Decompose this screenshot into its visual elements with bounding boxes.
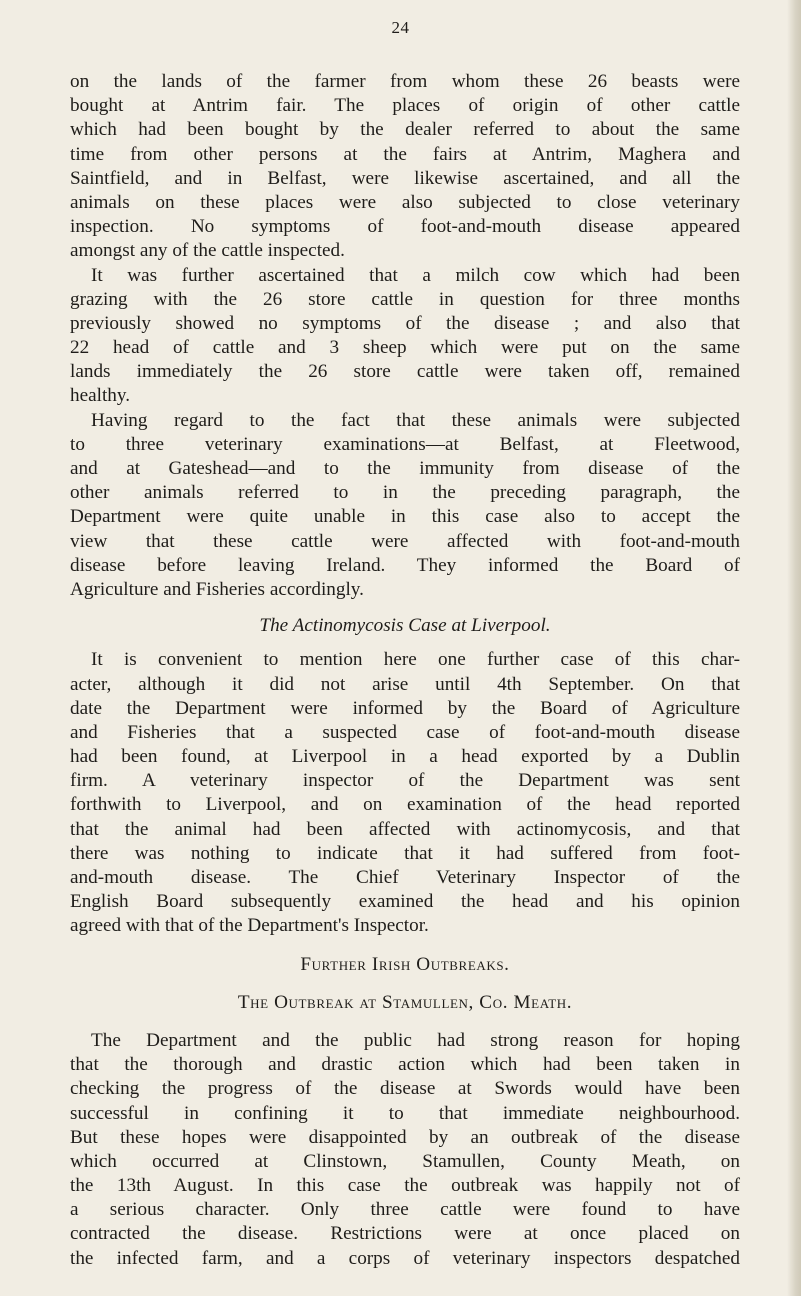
text-line: agreed with that of the Department's Inspector. bbox=[70, 915, 429, 937]
text-line: contracted the disease. Restrictions were at once placed on bbox=[70, 1223, 740, 1245]
text-line: and Fisheries that a suspected case of foot-and-mouth disease bbox=[70, 721, 740, 743]
section-heading-further-outbreaks: Further Irish Outbreaks. bbox=[300, 953, 510, 975]
text-line: acter, although it did not arise until 4th September. On that bbox=[70, 673, 740, 695]
text-line: which had been bought by the dealer referred to about the same bbox=[70, 119, 740, 141]
text-line: view that these cattle were affected with foot-and-mouth bbox=[70, 530, 740, 552]
text-line: and-mouth disease. The Chief Veterinary Inspector of the bbox=[70, 867, 740, 888]
paragraph-5 bbox=[70, 1029, 740, 1271]
text-line: inspection. No symptoms of foot-and-mouth disease appeared bbox=[70, 216, 740, 238]
text-line: and at Gateshead—and to the immunity from disease of the bbox=[70, 458, 740, 479]
text-line: disease before leaving Ireland. They informed the Board of bbox=[70, 554, 740, 576]
text-line: there was nothing to indicate that it had suffered from foot- bbox=[70, 842, 740, 864]
body-text bbox=[70, 70, 740, 1271]
paragraph-1 bbox=[70, 70, 740, 264]
text-line: time from other persons at the fairs at Antrim, Maghera and bbox=[70, 143, 740, 165]
text-line: bought at Antrim fair. The places of origin of other cattle bbox=[70, 95, 740, 117]
page-number: 24 bbox=[391, 18, 410, 37]
text-line: had been found, at Liverpool in a head exported by a Dublin bbox=[70, 746, 740, 768]
text-line: It is convenient to mention here one further case of this char- bbox=[91, 649, 740, 671]
text-line: that the animal had been affected with actinomycosis, and that bbox=[70, 818, 740, 840]
text-line: healthy. bbox=[70, 385, 131, 407]
text-line: firm. A veterinary inspector of the Department was sent bbox=[70, 770, 740, 792]
text-line: the 13th August. In this case the outbreak was happily not of bbox=[70, 1175, 740, 1197]
text-line: Saintfield, and in Belfast, were likewise ascertained, and all the bbox=[70, 167, 740, 189]
text-line: Agriculture and Fisheries accordingly. bbox=[70, 578, 364, 600]
text-line: on the lands of the farmer from whom these 26 beasts were bbox=[70, 71, 740, 92]
text-line: to three veterinary examinations—at Belfast, at Fleetwood, bbox=[70, 433, 740, 455]
text-line: previously showed no symptoms of the disease ; and also that bbox=[70, 312, 740, 334]
text-line: which occurred at Clinstown, Stamullen, County Meath, on bbox=[70, 1150, 740, 1172]
section-heading-actinomycosis: The Actinomycosis Case at Liverpool. bbox=[259, 615, 551, 637]
page-edge-shadow bbox=[787, 0, 801, 1296]
text-line: other animals referred to in the preceding paragraph, the bbox=[70, 482, 740, 504]
text-line: the infected farm, and a corps of veterinary inspectors despatched bbox=[70, 1247, 740, 1269]
text-line: lands immediately the 26 store cattle were taken off, remained bbox=[70, 361, 740, 383]
text-line: 22 head of cattle and 3 sheep which were put on the same bbox=[70, 337, 740, 359]
text-line: forthwith to Liverpool, and on examination of the head reported bbox=[70, 794, 740, 816]
text-line: amongst any of the cattle inspected. bbox=[70, 240, 345, 262]
text-line: checking the progress of the disease at Swords would have been bbox=[70, 1078, 740, 1100]
text-line: grazing with the 26 store cattle in question for three months bbox=[70, 288, 740, 310]
paragraph-2 bbox=[70, 264, 740, 409]
text-line: date the Department were informed by the Board of Agriculture bbox=[70, 697, 740, 719]
text-line: Department were quite unable in this case also to accept the bbox=[70, 506, 740, 528]
text-line: Having regard to the fact that these animals were subjected bbox=[91, 409, 740, 431]
text-line: successful in confining it to that immediate neighbourhood. bbox=[70, 1102, 740, 1124]
text-line: But these hopes were disappointed by an outbreak of the disease bbox=[70, 1126, 740, 1148]
text-line: It was further ascertained that a milch cow which had been bbox=[91, 264, 740, 286]
paragraph-3 bbox=[70, 409, 740, 603]
section-heading-stamullen: The Outbreak at Stamullen, Co. Meath. bbox=[237, 991, 573, 1013]
paragraph-4 bbox=[70, 648, 740, 938]
text-line: English Board subsequently examined the head and his opinion bbox=[70, 891, 740, 913]
text-line: that the thorough and drastic action which had been taken in bbox=[70, 1054, 740, 1076]
text-line: a serious character. Only three cattle were found to have bbox=[70, 1199, 740, 1221]
text-line: The Department and the public had strong reason for hoping bbox=[91, 1029, 740, 1051]
text-line: animals on these places were also subjected to close veterinary bbox=[70, 191, 740, 213]
